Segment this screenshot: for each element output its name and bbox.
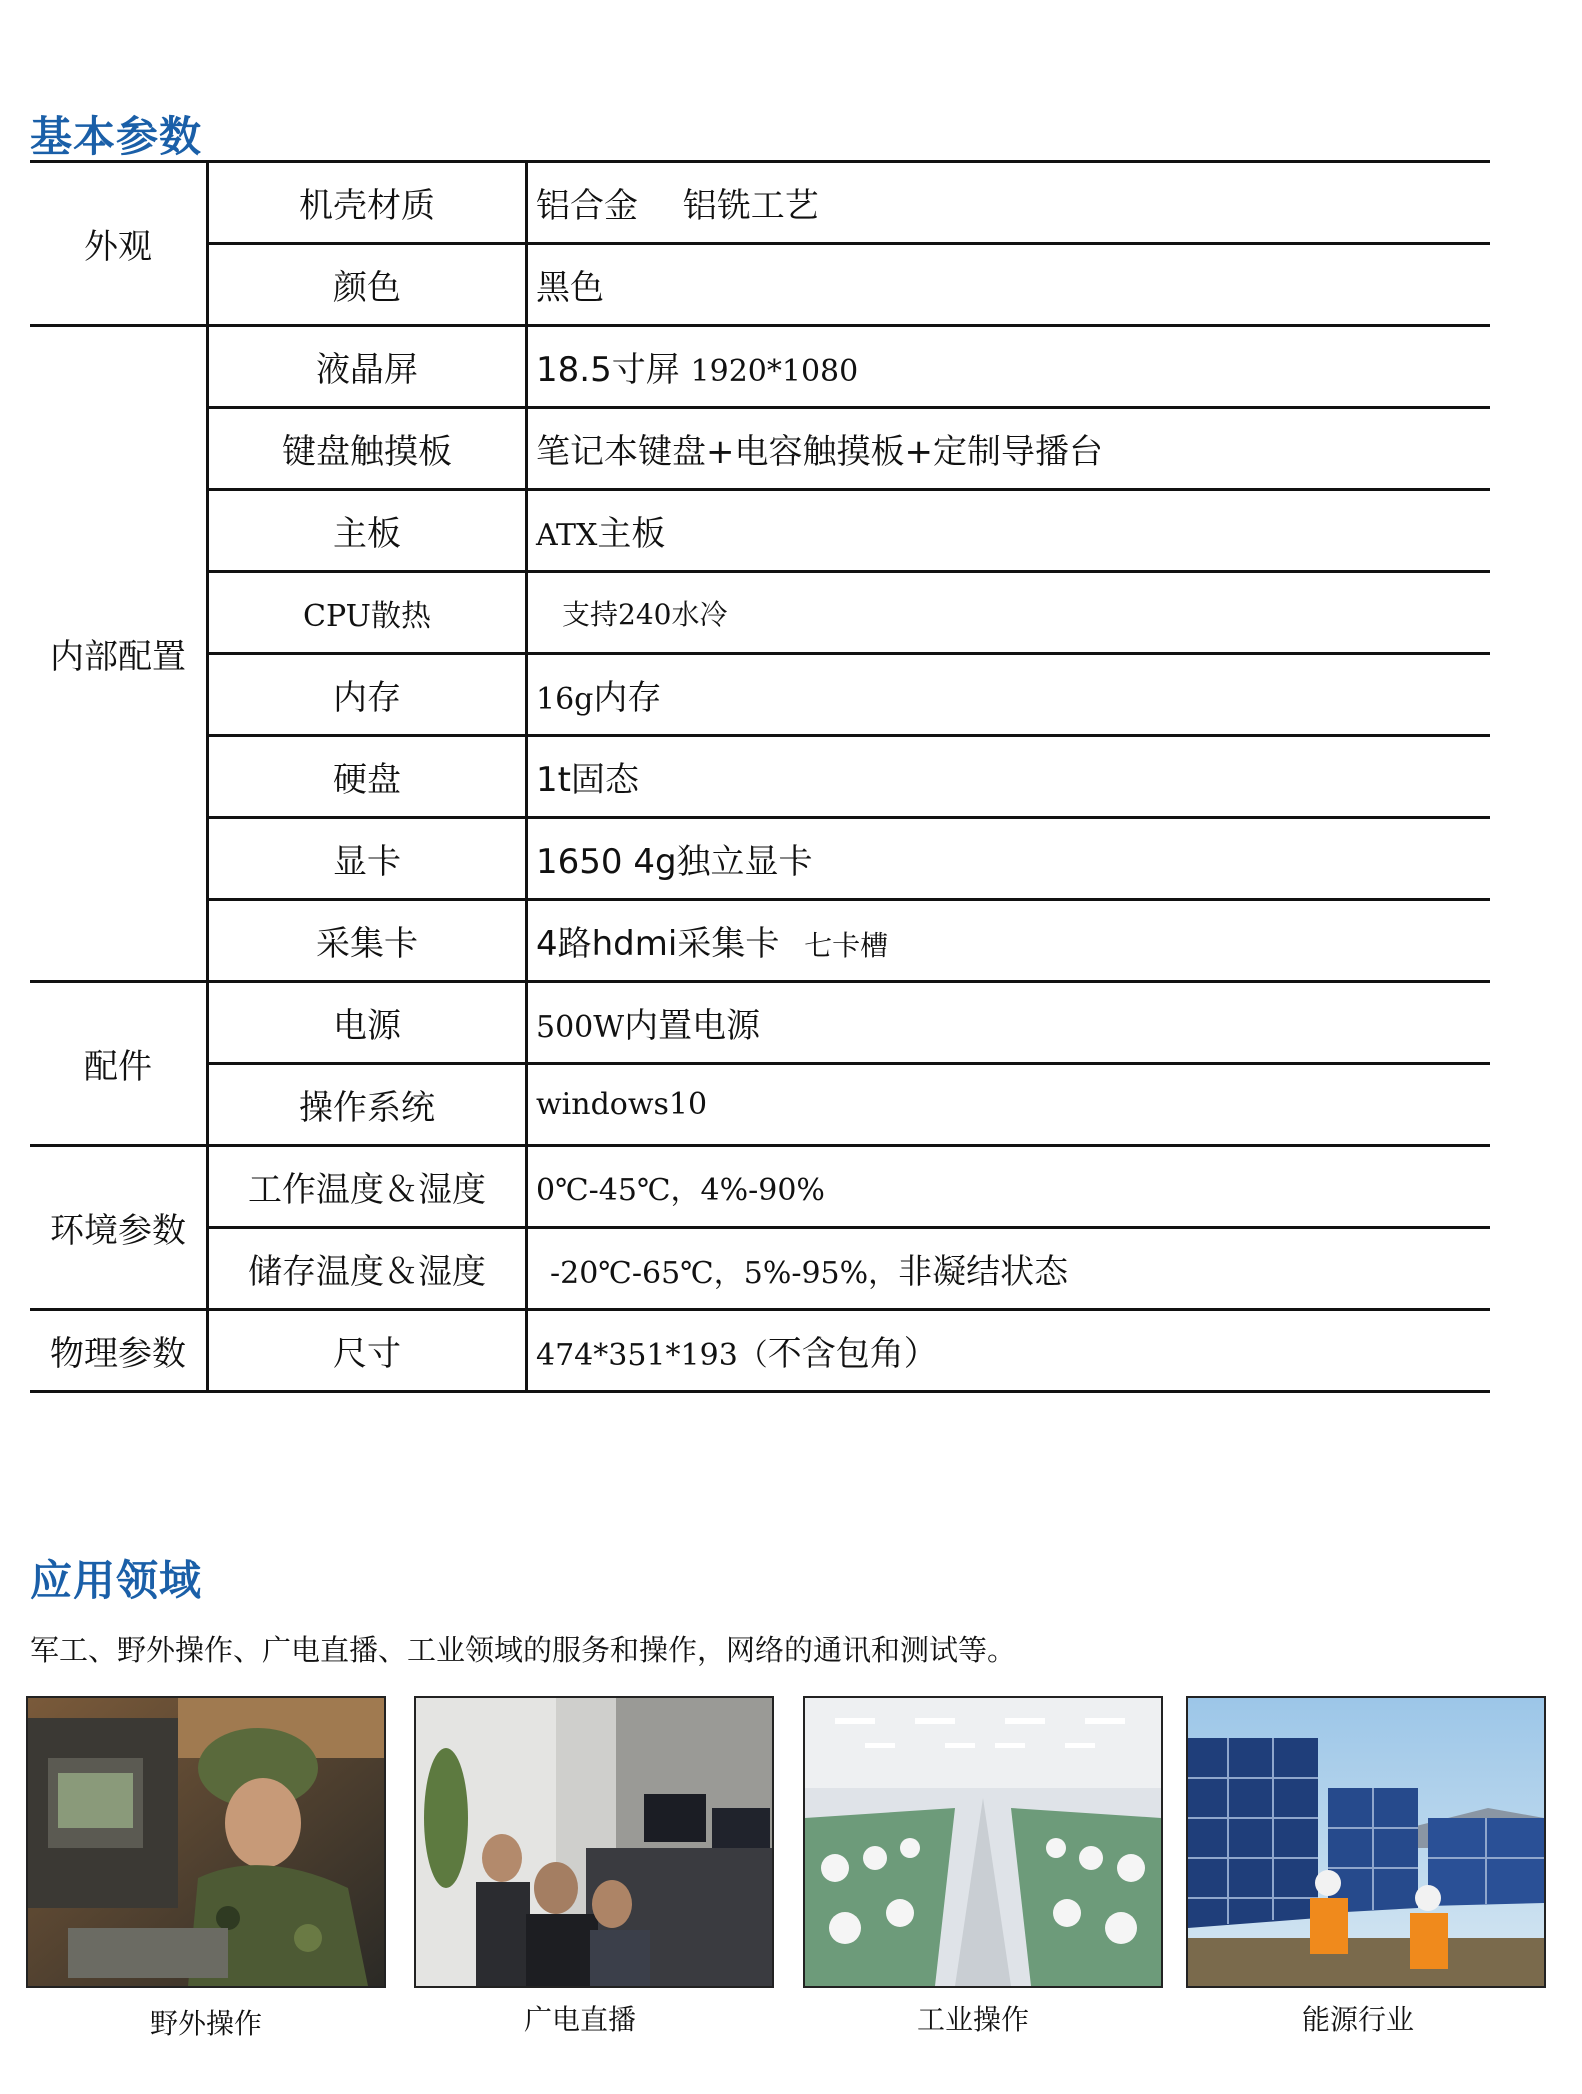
table-row bbox=[30, 162, 1490, 244]
group-label: 环境参数 bbox=[30, 1146, 208, 1310]
group-label: 内部配置 bbox=[30, 326, 208, 982]
spec-value-main: 内存 bbox=[593, 678, 662, 718]
table-row bbox=[30, 1146, 1490, 1228]
spec-value-extra: 1920*1080 bbox=[690, 354, 859, 389]
spec-value: 铝合金 铝铣工艺 bbox=[527, 162, 1491, 244]
table-row bbox=[30, 900, 1490, 982]
spec-value: 1650 4g独立显卡 bbox=[527, 818, 1491, 900]
spec-value-prefix: ATX bbox=[536, 518, 598, 553]
spec-value bbox=[527, 1310, 1491, 1392]
spec-value-prefix: -20℃-65℃，5%-95%， bbox=[550, 1256, 899, 1291]
spec-value: 笔记本键盘+电容触摸板+定制导播台 bbox=[527, 408, 1491, 490]
group-label: 物理参数 bbox=[30, 1310, 208, 1392]
photo-broadcast bbox=[414, 1696, 774, 1988]
table-row bbox=[30, 654, 1490, 736]
spec-name: 液晶屏 bbox=[208, 326, 527, 408]
spec-value-main: 18.5寸屏 bbox=[536, 350, 680, 390]
spec-value-prefix: 16g bbox=[536, 682, 594, 717]
spec-value-extra: 七卡槽 bbox=[804, 929, 889, 962]
section-title-applications: 应用领域 bbox=[30, 1556, 203, 1605]
table-row bbox=[30, 818, 1490, 900]
spec-name: 尺寸 bbox=[208, 1310, 527, 1392]
applications-description: 军工、野外操作、广电直播、工业领域的服务和操作，网络的通讯和测试等。 bbox=[30, 1633, 1017, 1667]
spec-value bbox=[527, 900, 1491, 982]
table-row bbox=[30, 326, 1490, 408]
table-row bbox=[30, 408, 1490, 490]
photo-energy bbox=[1186, 1696, 1546, 1988]
section-title-params: 基本参数 bbox=[30, 112, 203, 161]
spec-value: 黑色 bbox=[527, 244, 1491, 326]
spec-value bbox=[527, 1228, 1491, 1310]
table-row bbox=[30, 982, 1490, 1064]
photo-field-operation bbox=[26, 1696, 386, 1988]
photo-industrial bbox=[803, 1696, 1163, 1988]
spec-value-main: 主板 bbox=[597, 514, 666, 554]
spec-value-main: 内置电源 bbox=[624, 1006, 761, 1046]
photo-caption: 能源行业 bbox=[1301, 2003, 1414, 2036]
spec-value-main: 4路hdmi采集卡 bbox=[536, 924, 780, 964]
table-row bbox=[30, 1228, 1490, 1310]
table-row bbox=[30, 1064, 1490, 1146]
spec-name: 显卡 bbox=[208, 818, 527, 900]
spec-value-main: 非凝结状态 bbox=[898, 1252, 1069, 1292]
spec-name: 采集卡 bbox=[208, 900, 527, 982]
spec-name: 工作温度＆湿度 bbox=[208, 1146, 527, 1228]
spec-table bbox=[30, 160, 1490, 1393]
spec-value bbox=[527, 490, 1491, 572]
table-row bbox=[30, 490, 1490, 572]
spec-value bbox=[527, 326, 1491, 408]
spec-value: 0℃-45℃，4%-90% bbox=[527, 1146, 1491, 1228]
spec-name: 硬盘 bbox=[208, 736, 527, 818]
table-row bbox=[30, 244, 1490, 326]
spec-name: 内存 bbox=[208, 654, 527, 736]
spec-value: windows10 bbox=[527, 1064, 1491, 1146]
spec-name: 机壳材质 bbox=[208, 162, 527, 244]
photo-caption: 广电直播 bbox=[523, 2003, 636, 2036]
table-row bbox=[30, 572, 1490, 654]
spec-value bbox=[527, 654, 1491, 736]
spec-name: CPU散热 bbox=[208, 572, 527, 654]
table-row bbox=[30, 736, 1490, 818]
spec-value-prefix: 474*351*193（ bbox=[536, 1338, 768, 1373]
table-row bbox=[30, 1310, 1490, 1392]
spec-name: 操作系统 bbox=[208, 1064, 527, 1146]
photo-caption: 野外操作 bbox=[149, 2007, 262, 2040]
spec-name: 主板 bbox=[208, 490, 527, 572]
spec-value-main: 不含包角） bbox=[767, 1334, 938, 1374]
spec-value-prefix: 500W bbox=[536, 1010, 625, 1045]
spec-value bbox=[527, 982, 1491, 1064]
photo-caption: 工业操作 bbox=[916, 2003, 1029, 2036]
group-label: 配件 bbox=[30, 982, 208, 1146]
spec-name: 储存温度＆湿度 bbox=[208, 1228, 527, 1310]
group-label: 外观 bbox=[30, 162, 208, 326]
spec-name: 键盘触摸板 bbox=[208, 408, 527, 490]
spec-name: 颜色 bbox=[208, 244, 527, 326]
spec-name: 电源 bbox=[208, 982, 527, 1064]
spec-value: 支持240水冷 bbox=[527, 572, 1491, 654]
spec-value: 1t固态 bbox=[527, 736, 1491, 818]
